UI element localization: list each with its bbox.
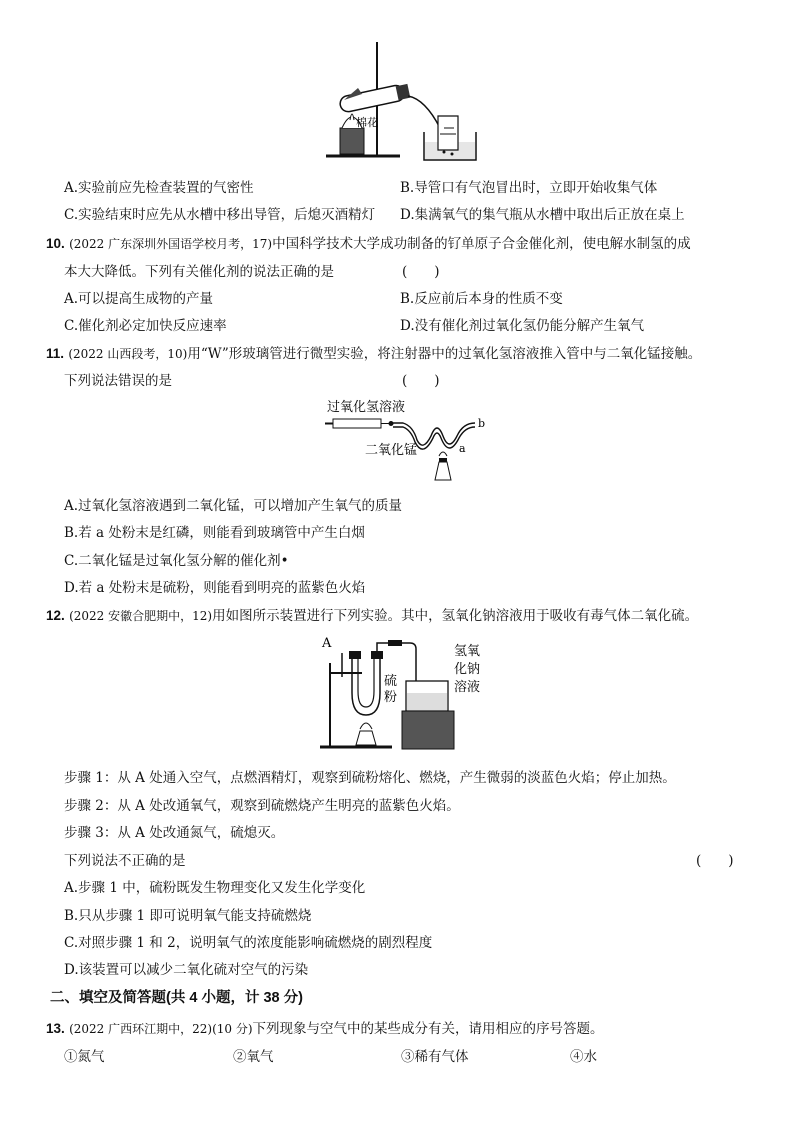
q10-option-a: A.可以提高生成物的产量 bbox=[64, 291, 214, 307]
q13-option-4: ④水 bbox=[570, 1049, 597, 1065]
section-heading: 二、填空及简答题(共 4 小题，计 38 分) bbox=[50, 990, 303, 1006]
q11-number: 11. bbox=[46, 346, 65, 361]
sulfur-label-2: 粉 bbox=[384, 690, 398, 705]
q13-option-2: ②氧气 bbox=[233, 1049, 274, 1065]
q12-source: (2022 安徽合肥期中，12) bbox=[69, 609, 213, 623]
q11-stem-line1 bbox=[46, 342, 701, 362]
sulfur-label-1: 硫 bbox=[384, 674, 398, 689]
q12-question: 下列说法不正确的是 bbox=[64, 853, 186, 869]
q10-stem-line1 bbox=[46, 232, 691, 252]
inlet-a-label: A bbox=[322, 636, 332, 651]
q12-number: 12. bbox=[46, 608, 65, 623]
q9-option-c: C.实验结束时应先从水槽中移出导管，后熄灭酒精灯 bbox=[64, 207, 376, 223]
q12-option-d: D.该装置可以减少二氧化硫对空气的污染 bbox=[64, 962, 309, 978]
q9-option-a: A.实验前应先检查装置的气密性 bbox=[64, 180, 254, 196]
q12-option-b: B.只从步骤 1 即可说明氧气能支持硫燃烧 bbox=[64, 908, 312, 924]
q13-stem bbox=[46, 1017, 604, 1037]
q11-option-c: C.二氧化锰是过氧化氢分解的催化剂• bbox=[64, 553, 289, 569]
w-tube-figure bbox=[325, 396, 495, 486]
q12-stem-text: 用如图所示装置进行下列实验。其中，氢氧化钠溶液用于吸收有毒气体二氧化硫。 bbox=[212, 608, 699, 624]
q13-option-1: ①氮气 bbox=[64, 1049, 105, 1065]
cotton-label: 棉花 bbox=[356, 116, 378, 129]
q12-stem bbox=[46, 604, 698, 624]
naoh-label-3: 溶液 bbox=[454, 680, 481, 695]
sulfur-combustion-apparatus-figure bbox=[318, 633, 488, 755]
q13-number: 13. bbox=[46, 1021, 65, 1036]
q12-answer-bracket: ( ) bbox=[696, 853, 734, 869]
naoh-label-2: 化钠 bbox=[454, 662, 481, 677]
naoh-label-1: 氢氧 bbox=[454, 644, 481, 659]
q9-option-d: D.集满氧气的集气瓶从水槽中取出后正放在桌上 bbox=[400, 207, 685, 223]
q12-option-c: C.对照步骤 1 和 2，说明氧气的浓度能影响硫燃烧的剧烈程度 bbox=[64, 935, 433, 951]
q12-step-3: 步骤 3：从 A 处改通氮气，硫熄灭。 bbox=[64, 825, 285, 841]
q10-option-d: D.没有催化剂过氧化氢仍能分解产生氧气 bbox=[400, 318, 645, 334]
point-a-label: a bbox=[459, 442, 466, 455]
point-b-label: b bbox=[478, 417, 486, 430]
q12-step-2: 步骤 2：从 A 处改通氧气，观察到硫燃烧产生明亮的蓝紫色火焰。 bbox=[64, 798, 460, 814]
q10-number: 10. bbox=[46, 236, 65, 251]
q11-option-a: A.过氧化氢溶液遇到二氧化锰，可以增加产生氧气的质量 bbox=[64, 498, 403, 514]
oxygen-preparation-apparatus-figure bbox=[320, 40, 480, 165]
q13-stem-text: 下列现象与空气中的某些成分有关，请用相应的序号答题。 bbox=[252, 1021, 604, 1037]
q10-stem-text: 中国科学技术大学成功制备的钌单原子合金催化剂，使电解水制氢的成 bbox=[272, 236, 691, 252]
q13-option-3: ③稀有气体 bbox=[401, 1049, 469, 1065]
q11-stem-line2: 下列说法错误的是 bbox=[64, 373, 172, 389]
q10-stem-line2: 本大大降低。下列有关催化剂的说法正确的是 bbox=[64, 264, 334, 280]
q10-option-b: B.反应前后本身的性质不变 bbox=[400, 291, 563, 307]
q12-step-1: 步骤 1：从 A 处通入空气，点燃酒精灯，观察到硫粉熔化、燃烧，产生微弱的淡蓝色火焰；停止加热。 bbox=[64, 770, 676, 786]
q11-option-b: B.若 a 处粉末是红磷，则能看到玻璃管中产生白烟 bbox=[64, 525, 365, 541]
q13-source: (2022 广西环江期中，22)(10 分) bbox=[69, 1022, 253, 1036]
q11-stem-text: 用“W”形玻璃管进行微型实验，将注射器中的过氧化氢溶液推入管中与二氧化锰接触。 bbox=[187, 346, 702, 362]
mno2-label: 二氧化锰 bbox=[365, 443, 418, 458]
q11-source: (2022 山西段考，10) bbox=[68, 347, 188, 361]
q10-source: (2022 广东深圳外国语学校月考，17) bbox=[69, 237, 273, 251]
q10-answer-bracket: ( ) bbox=[402, 264, 440, 280]
q10-option-c: C.催化剂必定加快反应速率 bbox=[64, 318, 227, 334]
q9-option-b: B.导管口有气泡冒出时，立即开始收集气体 bbox=[400, 180, 658, 196]
q11-option-d: D.若 a 处粉末是硫粉，则能看到明亮的蓝紫色火焰 bbox=[64, 580, 366, 596]
q12-option-a: A.步骤 1 中，硫粉既发生物理变化又发生化学变化 bbox=[64, 880, 366, 896]
q11-answer-bracket: ( ) bbox=[402, 373, 440, 389]
h2o2-solution-label: 过氧化氢溶液 bbox=[327, 400, 406, 415]
